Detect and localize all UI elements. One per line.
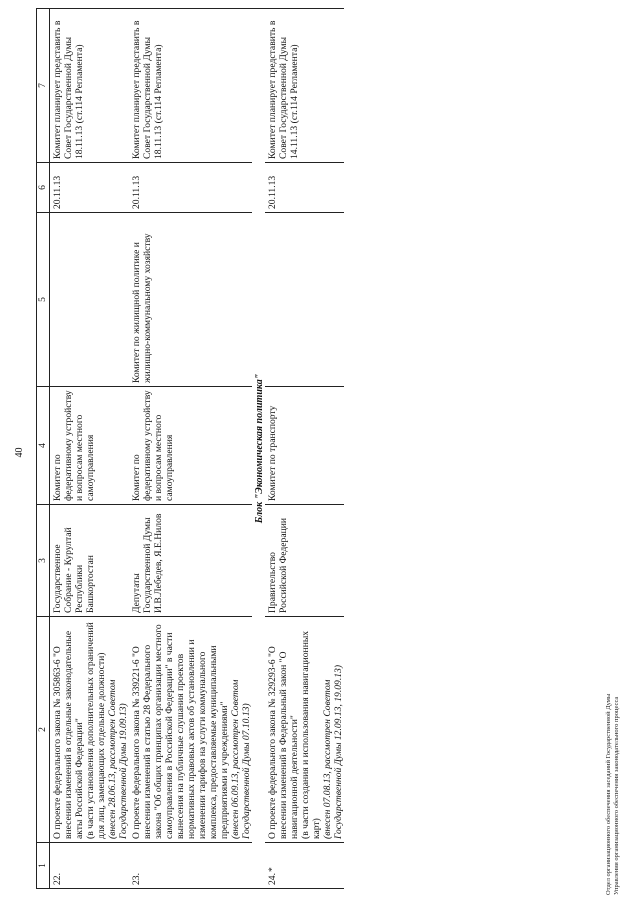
col-header-2: 2 bbox=[37, 617, 50, 843]
responsible-committee: Комитет по федеративному устройству и вопросам местного самоуправления bbox=[129, 387, 252, 505]
bill-description bbox=[265, 617, 344, 843]
col-header-5: 5 bbox=[37, 213, 50, 387]
table-row bbox=[129, 9, 252, 889]
bills-table bbox=[36, 8, 344, 889]
date: 20.11.13 bbox=[50, 163, 130, 213]
co-committee: Комитет по жилищной политике и жилищно-коммунальному хозяйству bbox=[129, 213, 252, 387]
footer bbox=[605, 694, 621, 895]
col-header-3: 3 bbox=[37, 505, 50, 617]
col-header-6: 6 bbox=[37, 163, 50, 213]
bill-subject: (в части создания и использования навигационных карт) bbox=[300, 630, 322, 839]
row-number bbox=[265, 843, 344, 889]
bill-title: О проекте федерального закона № 339221-6 "О внесении изменений в статью 28 Федерального закона "Об общих принципах организации местного самоуправления в Российской Федерации" в части вынесения на публичные слушания проектов нормативных правовых актов об установлении и изменении тарифов на услуги коммунального комплекса, предоставляемые муниципальными предприятиями и учреждениями" bbox=[131, 624, 230, 839]
initiator: Государственное Собрание - Курултай Республики Башкортостан bbox=[50, 505, 130, 617]
bill-note: (внесен 28.06.13, рассмотрен Советом Государственной Думы 19.09.13) bbox=[107, 679, 129, 839]
initiator: Правительство Российской Федерации bbox=[265, 505, 344, 617]
bill-note: (внесен 07.08.13, рассмотрен Советом Государственной Думы 12.09.13, 19.09.13) bbox=[322, 664, 344, 839]
asterisk-mark: * bbox=[267, 867, 278, 872]
responsible-committee: Комитет по федеративному устройству и вопросам местного самоуправления bbox=[50, 387, 130, 505]
bill-subject: (в части установления дополнительных ограничений для лиц, замещающих отдельные должности) bbox=[85, 622, 107, 839]
initiator: Депутаты Государственной Думы И.В.Лебедев, Я.Е.Нилов bbox=[129, 505, 252, 617]
plan: Комитет планирует представить в Совет Государственной Думы 18.11.13 (ст.114 Регламента) bbox=[129, 9, 252, 163]
date: 20.11.13 bbox=[265, 163, 344, 213]
bill-title: О проекте федерального закона № 305863-6 "О внесении изменений в отдельные законодательные акты Российской Федерации" bbox=[52, 630, 85, 839]
plan: Комитет планирует представить в Совет Государственной Думы 18.11.13 (ст.114 Регламента) bbox=[50, 9, 130, 163]
col-header-7: 7 bbox=[37, 9, 50, 163]
col-header-4: 4 bbox=[37, 387, 50, 505]
block-heading-row bbox=[252, 9, 265, 889]
row-number-text: 24. bbox=[267, 873, 278, 885]
co-committee bbox=[50, 213, 130, 387]
bill-description bbox=[50, 617, 130, 843]
col-header-1: 1 bbox=[37, 843, 50, 889]
table-row bbox=[265, 9, 344, 889]
page-number: 40 bbox=[14, 447, 25, 458]
footer-line-2: Управления организационного обеспечения законодательного процесса bbox=[613, 696, 620, 895]
bill-note: (внесен 06.09.13, рассмотрен Советом Государственной Думы 07.10.13) bbox=[230, 679, 252, 839]
bill-description bbox=[129, 617, 252, 843]
responsible-committee: Комитет по транспорту bbox=[265, 387, 344, 505]
bill-title: О проекте федерального закона № 329293-6 "О внесении изменений в Федеральный закон "О навигационной деятельности" bbox=[267, 646, 300, 839]
row-number: 23. bbox=[129, 843, 252, 889]
footer-line-1: Отдел организационного обеспечения заседаний Государственной Думы bbox=[605, 693, 612, 895]
plan: Комитет планирует представить в Совет Государственной Думы 14.11.13 (ст.114 Регламента) bbox=[265, 9, 344, 163]
column-number-header bbox=[37, 9, 50, 889]
table-row bbox=[50, 9, 130, 889]
block-title: Блок "Экономическая политика" bbox=[254, 373, 265, 524]
row-number: 22. bbox=[50, 843, 130, 889]
date: 20.11.13 bbox=[129, 163, 252, 213]
co-committee bbox=[265, 213, 344, 387]
